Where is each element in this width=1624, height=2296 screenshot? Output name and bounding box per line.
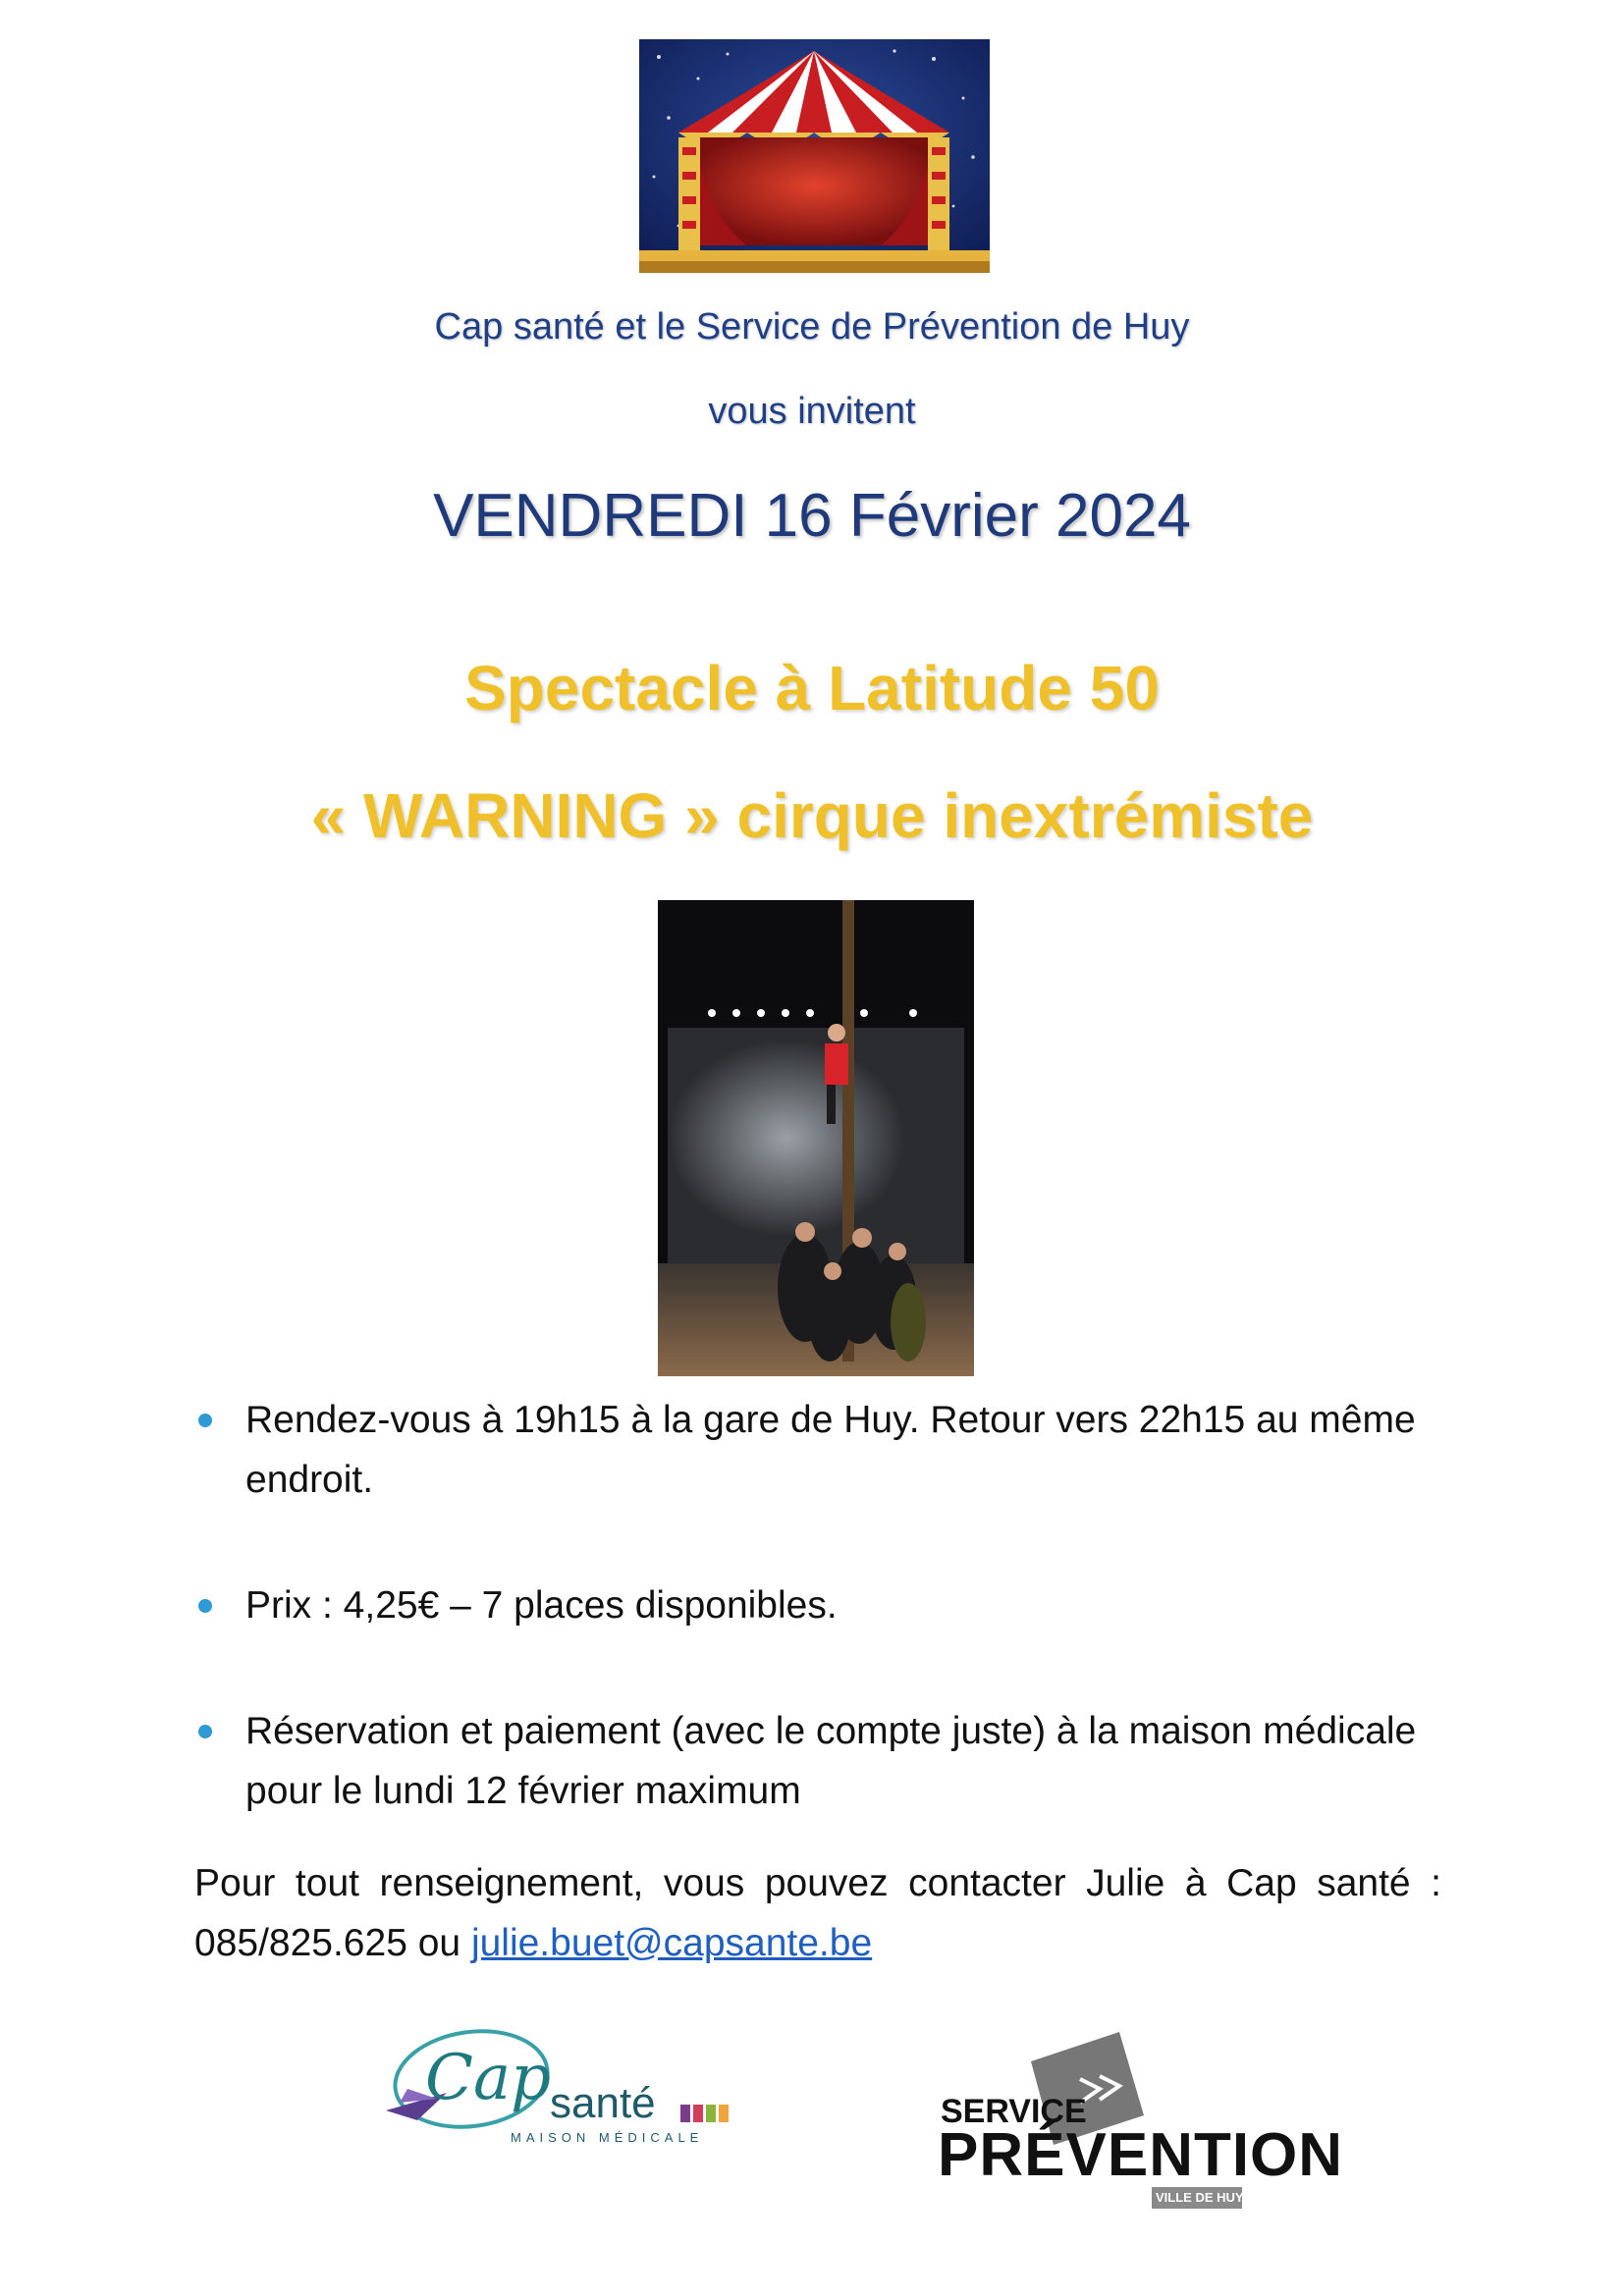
invitation-line-1: Cap santé et le Service de Prévention de Huy xyxy=(434,306,1190,347)
contact-paragraph xyxy=(194,1853,1441,1973)
list-item xyxy=(194,1390,1441,1510)
detail-reservation: Réservation et paiement (avec le compte juste) à la maison médicale pour le lundi 12 février maximum xyxy=(245,1710,1417,1812)
bullet-icon xyxy=(198,1725,212,1738)
bullet-icon xyxy=(198,1599,212,1613)
capsante-sante: santé xyxy=(550,2079,656,2127)
prevention-ville: VILLE DE HUY xyxy=(1156,2190,1244,2205)
capsante-subtitle: MAISON MÉDICALE xyxy=(511,2130,704,2145)
detail-price: Prix : 4,25€ – 7 places disponibles. xyxy=(245,1584,838,1627)
list-item xyxy=(194,1575,1441,1635)
invitation-line-2: vous invitent xyxy=(708,391,916,432)
details-list xyxy=(194,1390,1441,1821)
prevention-logo xyxy=(938,2022,1344,2218)
prevention-service: SERVICE xyxy=(941,2093,1087,2130)
event-subtitle: « WARNING » cirque inextrémiste xyxy=(310,780,1314,851)
show-photo xyxy=(658,900,974,1376)
capsante-cap: Cap xyxy=(425,2042,552,2114)
detail-meeting: Rendez-vous à 19h15 à la gare de Huy. Retour vers 22h15 au même endroit. xyxy=(245,1399,1416,1501)
event-title: Spectacle à Latitude 50 xyxy=(464,653,1160,723)
contact-text: Pour tout renseignement, vous pouvez contacter Julie à Cap santé : 085/825.625 ou xyxy=(194,1862,1441,1964)
circus-tent-image xyxy=(639,39,990,273)
email-link[interactable]: julie.buet@capsante.be xyxy=(470,1922,873,1964)
prevention-title: PRÉVENTION xyxy=(938,2121,1344,2189)
bullet-icon xyxy=(198,1414,212,1427)
event-date: VENDREDI 16 Février 2024 xyxy=(433,482,1191,550)
list-item xyxy=(194,1701,1441,1821)
capsante-logo xyxy=(378,2022,751,2150)
